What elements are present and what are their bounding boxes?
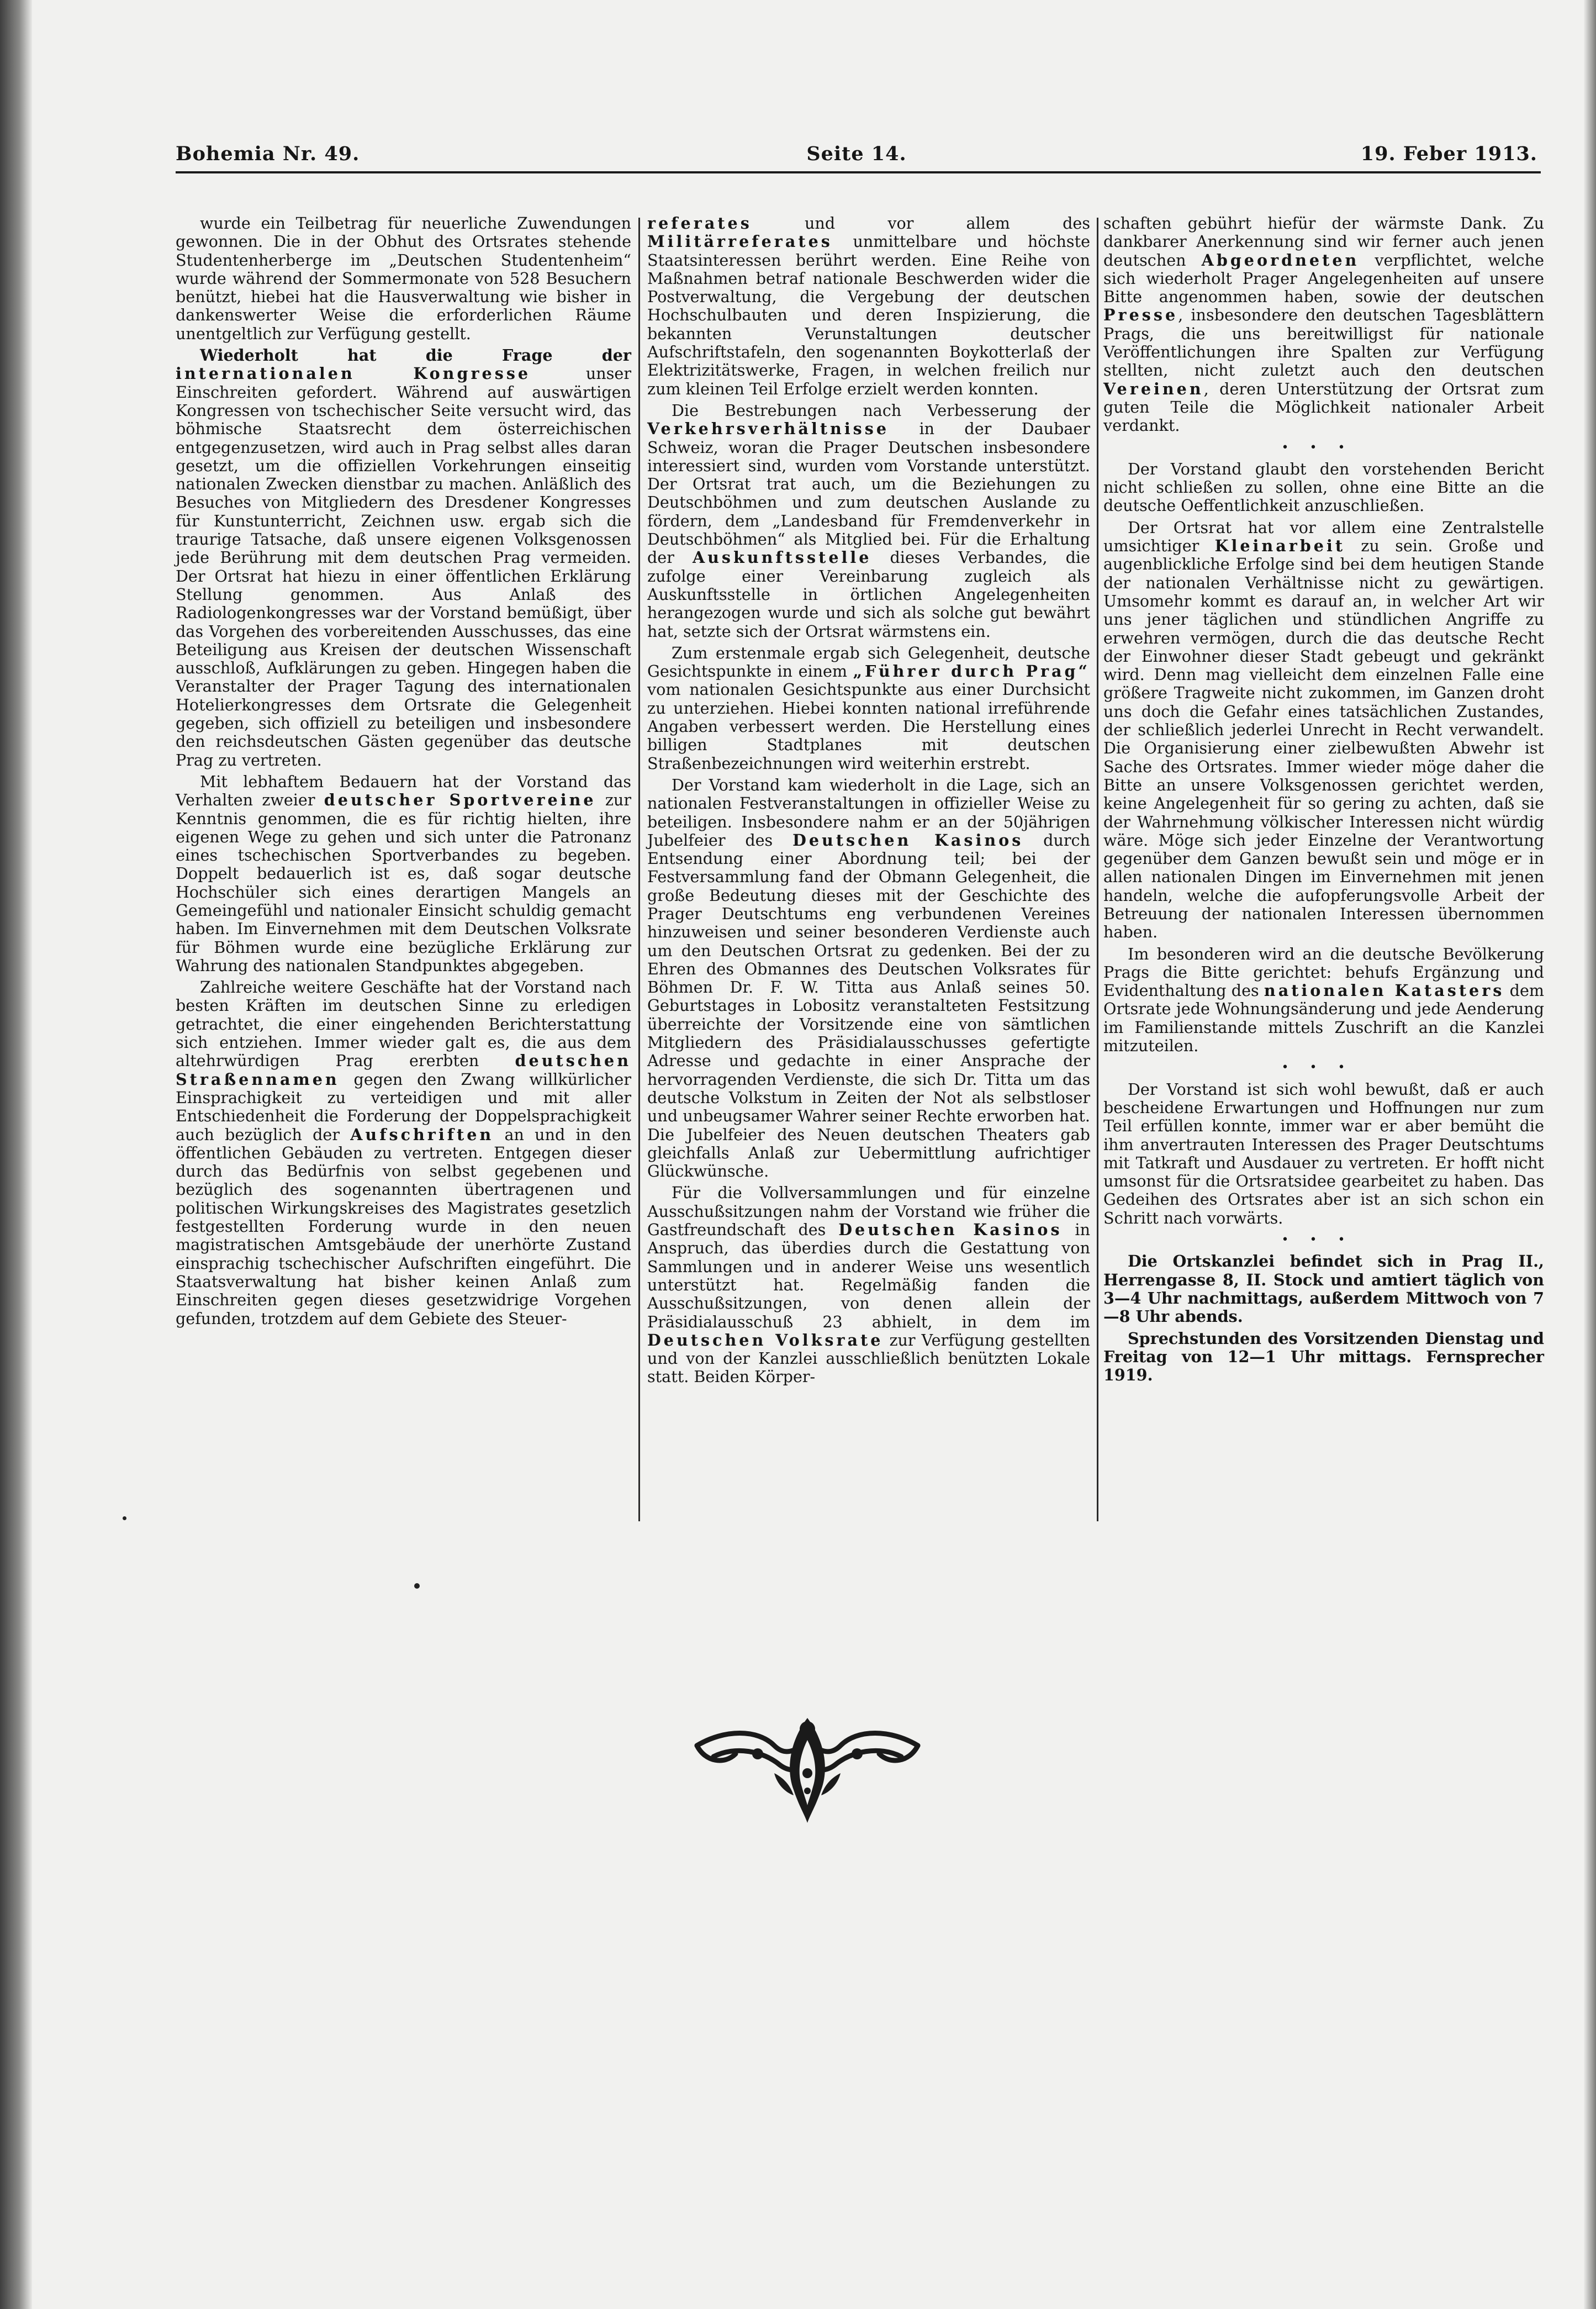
paragraph: referates und vor allem des Militärreferates unmittelbare und höchste Staatsinteressen berührt werden. Eine Reihe von Maßnahmen betraf nationale Beschwerden wider die Postverwaltung, die Vergebung der deutschen Hochschulbauten und deren Inspizierung, die bekannten Verunstaltungen deutscher Aufschriftstafeln, den sogenannten Boykotterlaß der Elektrizitätswerke, Fragen, in welchen freilich nur zum kleinen Teil Erfolge erzielt werden konnten. xyxy=(647,214,1090,398)
paragraph: Mit lebhaftem Bedauern hat der Vorstand das Verhalten zweier deutscher Sportvereine zur Kenntnis genommen, die es für richtig hielten, ihre eigenen Wege zu gehen und sich unter die Patronanz eines tschechischen Sportverbandes zu begeben. Doppelt bedauerlich ist es, daß sogar deutsche Hochschüler sich eines derartigen Mangels an Gemeingefühl und nationaler Einsicht schuldig gemacht haben. Im Einvernehmen mit dem Deutschen Volksrate für Böhmen wurde eine bezügliche Erklärung zur Wahrung des nationalen Standpunktes abgegeben. xyxy=(176,772,631,975)
paragraph: Für die Vollversammlungen und für einzelne Ausschußsitzungen nahm der Vorstand wie früher die Gastfreundschaft des Deutschen Kasinos in Anspruch, das überdies durch die Gestattung von Sammlungen und in anderer Weise uns wesentlich unterstützt hat. Regelmäßig fanden die Ausschußsitzungen, von denen allein der Präsidialausschuß 23 abhielt, in dem im Deutschen Volksrate zur Verfügung gestellten und von der Kanzlei ausschließlich benützten Lokale statt. Beiden Körper- xyxy=(647,1183,1090,1387)
spaced-emphasis: Verkehrsverhältnisse xyxy=(647,419,890,439)
page-binding-shadow xyxy=(0,0,32,2309)
paragraph: Zahlreiche weitere Geschäfte hat der Vorstand nach besten Kräften im deutschen Sinne zu erledigen getrachtet, die einer eingehenden Berichterstattung sich entziehen. Immer wieder galt es, die aus dem altehrwürdigen Prag ererbten deutschen Straßennamen gegen den Zwang willkürlicher Einsprachigkeit zu verteidigen und mit aller Entschiedenheit die Forderung der Doppelsprachigkeit auch bezüglich der Aufschriften an und in den öffentlichen Gebäuden zu vertreten. Entgegen dieser durch das Bedürfnis von selbst gegebenen und bezüglich des sogenannten übertragenen und politischen Wirkungskreises des Magistrates gesetzlich festgestellten Forderung wurde in den neuen magistratischen Amtsgebäude der unerhörte Zustand einsprachig tschechischer Aufschriften eingeführt. Die Staatsverwaltung hat bisher keinen Anlaß zum Einschreiten gegen dieses gesetzwidrige Vorgehen gefunden, trotzdem auf dem Gebiete des Steuer- xyxy=(176,978,631,1328)
header-rule xyxy=(176,171,1541,173)
header-page-number: Seite 14. xyxy=(806,143,907,165)
print-speck xyxy=(123,1516,126,1520)
paragraph: Der Vorstand ist sich wohl bewußt, daß er auch bescheidene Erwartungen und Hoffnungen nur zum Teil erfüllen konnte, immer war er aber bemüht die ihm anvertrauten Interessen des Prager Deutschtums mit Tatkraft und Ausdauer zu vertreten. Er hofft nicht umsonst für die Ortsratsidee gearbeitet zu haben. Das Gedeihen des Ortsrates aber ist an sich schon ein Schritt nach vorwärts. xyxy=(1103,1079,1544,1227)
spaced-emphasis: Abgeordneten xyxy=(1201,250,1360,270)
paragraph: Wiederholt hat die Frage der internationalen Kongresse unser Einschreiten gefordert. Während auf auswärtigen Kongressen von tschechischer Seite versucht wird, das böhmische Staatsrecht dem österreichischen entgegenzusetzen, wird auch in Prag selbst alles daran gesetzt, um die offiziellen Vorkehrungen einseitig nationalen Zwecken dienstbar zu machen. Anläßlich des Besuches von Mitgliedern des Dresdener Kongresses für Kunstunterricht, Zeichnen usw. ergab sich die traurige Tatsache, daß unsere eigenen Volksgenossen jede Berührung mit dem deutschen Prag vermeiden. Der Ortsrat hat hiezu in einer öffentlichen Erklärung Stellung genommen. Aus Anlaß des Radiologenkongresses war der Vorstand bemüßigt, über das Vorgehen des vorbereitenden Ausschusses, das eine Beteiligung aus Kreisen der deutschen Wissenschaft ausschloß, Aufklärungen zu geben. Hingegen haben die Veranstalter der Prager Tagung des internationalen Hotelierkongresses dem Ortsrate die Gelegenheit gegeben, sich offiziell zu beteiligen und insbesondere den reichsdeutschen Gästen gegenüber das deutsche Prag zu vertreten. xyxy=(176,346,631,769)
page-edge xyxy=(1584,0,1596,2309)
spaced-emphasis: referates xyxy=(647,214,752,233)
column-separator xyxy=(638,218,640,1521)
spaced-emphasis: Auskunftsstelle xyxy=(692,548,872,567)
header-date: 19. Feber 1913. xyxy=(1360,143,1537,165)
spaced-emphasis: Militärreferates xyxy=(647,232,833,251)
spaced-emphasis: Vereinen xyxy=(1103,379,1204,398)
print-speck xyxy=(414,1583,420,1589)
consultation-hours-notice: Sprechstunden des Vorsitzenden Dienstag und Freitag von 12—1 Uhr mittags. Fernsprecher 1919. xyxy=(1103,1329,1544,1385)
spaced-emphasis: internationalen Kongresse xyxy=(176,364,531,383)
paragraph: wurde ein Teilbetrag für neuerliche Zuwendungen gewonnen. Die in der Obhut des Ortsrates stehende Studentenherberge im „Deutschen Studentenheim“ wurde während der Sommermonate von 528 Besuchern benützt, hiebei hat die Hausverwaltung wie bisher in dankenswerter Weise die erforderlichen Räume unentgeltlich zur Verfügung gestellt. xyxy=(176,214,631,343)
paragraph: Die Bestrebungen nach Verbesserung der Verkehrsverhältnisse in der Daubaer Schweiz, woran die Prager Deutschen insbesondere interessiert sind, wurden vom Vorstande unterstützt. Der Ortsrat trat auch, um die Beziehungen zu Deutschböhmen und zum deutschen Auslande zu fördern, dem „Landesband für Fremdenverkehr in Deutschböhmen“ als Mitglied bei. Für die Erhaltung der Auskunftsstelle dieses Verbandes, die zufolge einer Vereinbarung zugleich als Auskunftsstelle in örtlichen Angelegenheiten herangezogen wurde und sich als solche gut bewährt hat, setzte sich der Ortsrat wärmstens ein. xyxy=(647,400,1090,641)
section-divider-dots: ••• xyxy=(1281,440,1366,455)
spaced-emphasis: deutschen Straßennamen xyxy=(176,1051,631,1089)
paragraph: Im besonderen wird an die deutsche Bevölkerung Prags die Bitte gerichtet: behufs Ergänzung und Evidenthaltung des nationalen Katasters dem Ortsrate jede Wohnungsänderung und jede Aenderung im Familienstande mittels Zuschrift an die Kanzlei mitzuteilen. xyxy=(1103,944,1544,1056)
spaced-emphasis: „Führer durch Prag“ xyxy=(853,662,1090,681)
page-header xyxy=(176,143,1537,173)
office-hours-notice: Die Ortskanzlei befindet sich in Prag II., Herrengasse 8, II. Stock und amtiert täglich von 3—4 Uhr nachmittags, außerdem Mittwoch von 7—8 Uhr abends. xyxy=(1103,1252,1544,1326)
paragraph: schaften gebührt hiefür der wärmste Dank. Zu dankbarer Anerkennung sind wir ferner auch jenen deutschen Abgeordneten verpflichtet, welche sich wiederholt Prager Angelegenheiten auf unsere Bitte angenommen haben, sowie der deutschen Presse, insbesondere den deutschen Tagesblättern Prags, die uns bereitwilligst für nationale Veröffentlichungen ihre Spalten zur Verfügung stellten, nicht zuletzt auch den deutschen Vereinen, deren Unterstützung der Ortsrat zum guten Teile die Möglichkeit nationaler Arbeit verdankt. xyxy=(1103,214,1544,435)
article-column-1 xyxy=(176,214,631,1328)
spaced-emphasis: Kleinarbeit xyxy=(1214,536,1346,556)
spaced-emphasis: nationalen Katasters xyxy=(1264,981,1505,1000)
decorative-ornament-icon xyxy=(691,1696,923,1828)
spaced-emphasis: Deutschen Kasinos xyxy=(792,830,1024,850)
article-column-3 xyxy=(1103,214,1544,1384)
paragraph: Der Vorstand glaubt den vorstehenden Bericht nicht schließen zu sollen, ohne eine Bitte an die deutsche Oeffentlichkeit anzuschließen. xyxy=(1103,459,1544,515)
header-publication: Bohemia Nr. 49. xyxy=(176,143,360,165)
column-separator xyxy=(1097,218,1098,1521)
article-column-2 xyxy=(647,214,1090,1387)
spaced-emphasis: Presse xyxy=(1103,305,1178,325)
spaced-emphasis: Aufschriften xyxy=(350,1125,494,1144)
section-divider-dots: ••• xyxy=(1281,1233,1366,1247)
paragraph: Zum erstenmale ergab sich Gelegenheit, deutsche Gesichtspunkte in einem „Führer durch Prag“ vom nationalen Gesichtspunkte aus einer Durchsicht zu unterziehen. Hiebei konnten national irreführende Angaben verbessert werden. Die Herstellung eines billigen Stadtplanes mit deutschen Straßenbezeichnungen wird weiterhin erstrebt. xyxy=(647,643,1090,773)
paragraph: Der Ortsrat hat vor allem eine Zentralstelle umsichtiger Kleinarbeit zu sein. Große und augenblickliche Erfolge sind bei dem heutigen Stande der nationalen Verhältnisse nicht zu gewärtigen. Umsomehr kommt es darauf an, in welcher Art wir uns jener täglichen und stündlichen Angriffe zu erwehren vermögen, durch die das deutsche Recht der Einwohner dieser Stadt gebeugt und gekränkt wird. Denn mag vielleicht dem einzelnen Falle eine größere Tragweite nicht zukommen, im Ganzen droht uns doch die Gefahr eines tatsächlichen Zustandes, der schließlich jederlei Unrecht in Recht verwandelt. Die Organisierung einer zielbewußten Abwehr ist Sache des Ortsrates. Immer wieder möge daher die Bitte an unsere Volksgenossen gerichtet werden, keine Angelegenheit für so gering zu achten, daß sie der Wahrnehmung völkischer Interessen nicht würdig wäre. Möge sich jeder Einzelne der Verantwortung gegenüber dem Ganzen bewußt sein und möge er in allen nationalen Dingen im Einvernehmen mit jenen handeln, welche die aufopferungsvolle Arbeit der Betreuung der nationalen Interessen übernommen haben. xyxy=(1103,518,1544,942)
spaced-emphasis: Deutschen Volksrate xyxy=(647,1330,884,1349)
paragraph: Der Vorstand kam wiederholt in die Lage, sich an nationalen Festveranstaltungen in offizieller Weise zu beteiligen. Insbesondere nahm er an der 50jährigen Jubelfeier des Deutschen Kasinos durch Entsendung einer Abordnung teil; bei der Festversammlung fand der Obmann Gelegenheit, die große Bedeutung dieses mit der Geschichte des Prager Deutschtums eng verbundenen Vereines hinzuweisen und seiner besonderen Verdienste auch um den Deutschen Ortsrat zu gedenken. Bei der zu Ehren des Obmannes des Deutschen Volksrates für Böhmen Dr. F. W. Titta aus Anlaß seines 50. Geburtstages in Lobositz veranstalteten Festsitzung überreichte der Vorsitzende eine von sämtlichen Mitgliedern des Präsidialausschusses gefertigte Adresse und gedachte in einer Ansprache der hervorragenden Verdienste, die sich Dr. Titta um das deutsche Volkstum in Zeiten der Not als selbstloser und unbeugsamer Wahrer seiner Rechte erworben hat. Die Jubelfeier des Neuen deutschen Theaters gab gleichfalls Anlaß zur Uebermittlung aufrichtiger Glückwünsche. xyxy=(647,775,1090,1181)
spaced-emphasis: deutscher Sportvereine xyxy=(324,790,596,810)
section-divider-dots: ••• xyxy=(1281,1061,1366,1075)
spaced-emphasis: Deutschen Kasinos xyxy=(838,1220,1063,1240)
